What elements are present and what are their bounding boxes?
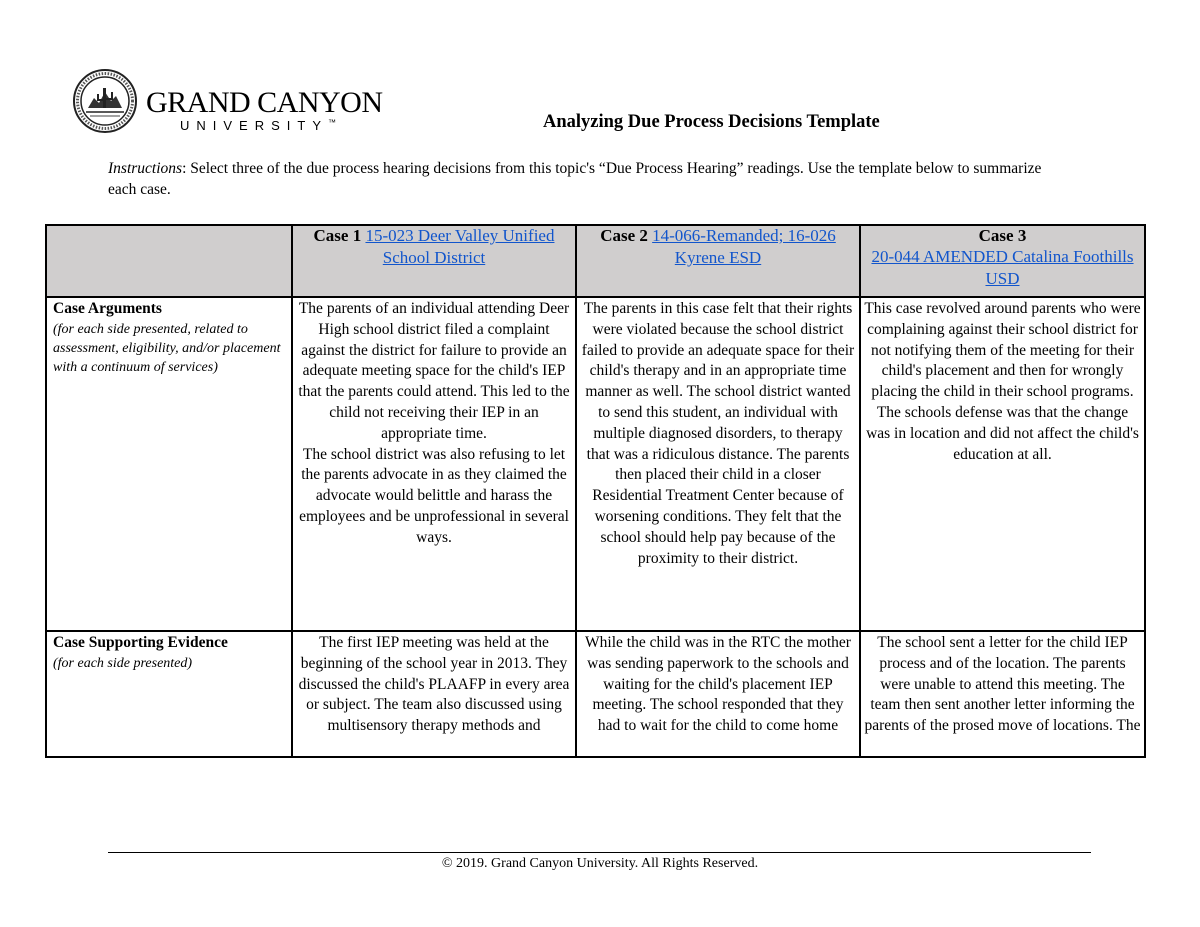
gcu-logo xyxy=(72,68,383,134)
table-row-supporting-evidence xyxy=(46,631,1145,757)
row-header-supporting-evidence xyxy=(46,631,292,757)
table-header-row xyxy=(46,225,1145,297)
header-case-2 xyxy=(576,225,860,297)
cell-paragraph: The first IEP meeting was held at the beginning of the school year in 2013. They discussed the child's PLAAFP in every area or subject. The team also discussed using multisensory therapy methods and xyxy=(298,634,570,735)
cell-paragraph: While the child was in the RTC the mother was sending paperwork to the schools and waiting for the child's placement IEP meeting. The school responded that they had to wait for the child to come home xyxy=(585,634,851,735)
row-note: (for each side presented, related to assessment, eligibility, and/or placement with a continuum of services) xyxy=(53,321,281,375)
case-2-arguments-cell[interactable] xyxy=(576,297,860,631)
table-row-case-arguments xyxy=(46,297,1145,631)
case-3-arguments-cell[interactable] xyxy=(860,297,1145,631)
due-process-table xyxy=(45,224,1146,758)
instructions xyxy=(108,158,1068,200)
footer-copyright: © 2019. Grand Canyon University. All Rights Reserved. xyxy=(441,856,759,871)
case-1-evidence-cell[interactable] xyxy=(292,631,576,757)
cell-paragraph: This case revolved around parents who were complaining against their school district for not notifying them of the meeting for their child's placement and then for wrongly placing the child in their school programs. The schools defense was that the change was in location and did not affect the child's education at all. xyxy=(864,300,1141,463)
case-2-link[interactable]: 14-066-Remanded; 16-026 Kyrene ESD xyxy=(652,226,836,267)
case-1-arguments-cell[interactable] xyxy=(292,297,576,631)
case-2-evidence-cell[interactable] xyxy=(576,631,860,757)
row-note: (for each side presented) xyxy=(53,655,193,671)
university-subtitle: UNIVERSITY™ xyxy=(180,118,337,133)
header-case-1 xyxy=(292,225,576,297)
university-seal-icon xyxy=(72,68,138,134)
row-title: Case Supporting Evidence xyxy=(53,634,228,651)
case-2-label: Case 2 xyxy=(600,226,653,245)
university-name: GRAND CANYON xyxy=(146,86,383,119)
case-3-link[interactable]: 20-044 AMENDED Catalina Foothills USD xyxy=(871,246,1134,288)
cell-paragraph: The parents of an individual attending Deer High school district filed a complaint against the district for failure to provide an adequate meeting space for the child's IEP that the parents could attend. This led to the child not receiving their IEP in an appropriate time. xyxy=(298,300,570,442)
cell-paragraph: The school district was also refusing to let the parents advocate in as they claimed the advocate would belittle and harass the employees and be unprofessional in several ways. xyxy=(299,445,569,546)
document-title: Analyzing Due Process Decisions Template xyxy=(543,112,880,132)
header-case-3 xyxy=(860,225,1145,297)
footer-divider xyxy=(108,852,1091,853)
instructions-text: : Select three of the due process hearing decisions from this topic's “Due Process Hearing” readings. Use the template below to summarize each case. xyxy=(108,160,1042,198)
row-header-case-arguments xyxy=(46,297,292,631)
instructions-label: Instructions xyxy=(108,160,183,177)
case-1-link[interactable]: 15-023 Deer Valley Unified School District xyxy=(365,226,555,267)
cell-paragraph: The school sent a letter for the child IEP process and of the location. The parents were unable to attend this meeting. The team then sent another letter informing the parents of the prosed move of locations. The xyxy=(864,634,1141,735)
header-blank-cell xyxy=(46,225,292,297)
case-3-label: Case 3 xyxy=(978,226,1027,245)
case-3-evidence-cell[interactable] xyxy=(860,631,1145,757)
cell-paragraph: The parents in this case felt that their rights were violated because the school district failed to provide an adequate space for their child's therapy and in an appropriate time manner as well. The school district wanted to send this student, an individual with multiple diagnosed disorders, to therapy that was a ridiculous distance. The parents then placed their child in a closer Residential Treatment Center because of worsening conditions. They felt that the school should help pay because of the proximity to their district. xyxy=(581,300,855,567)
case-1-label: Case 1 xyxy=(313,226,366,245)
row-title: Case Arguments xyxy=(53,300,162,317)
